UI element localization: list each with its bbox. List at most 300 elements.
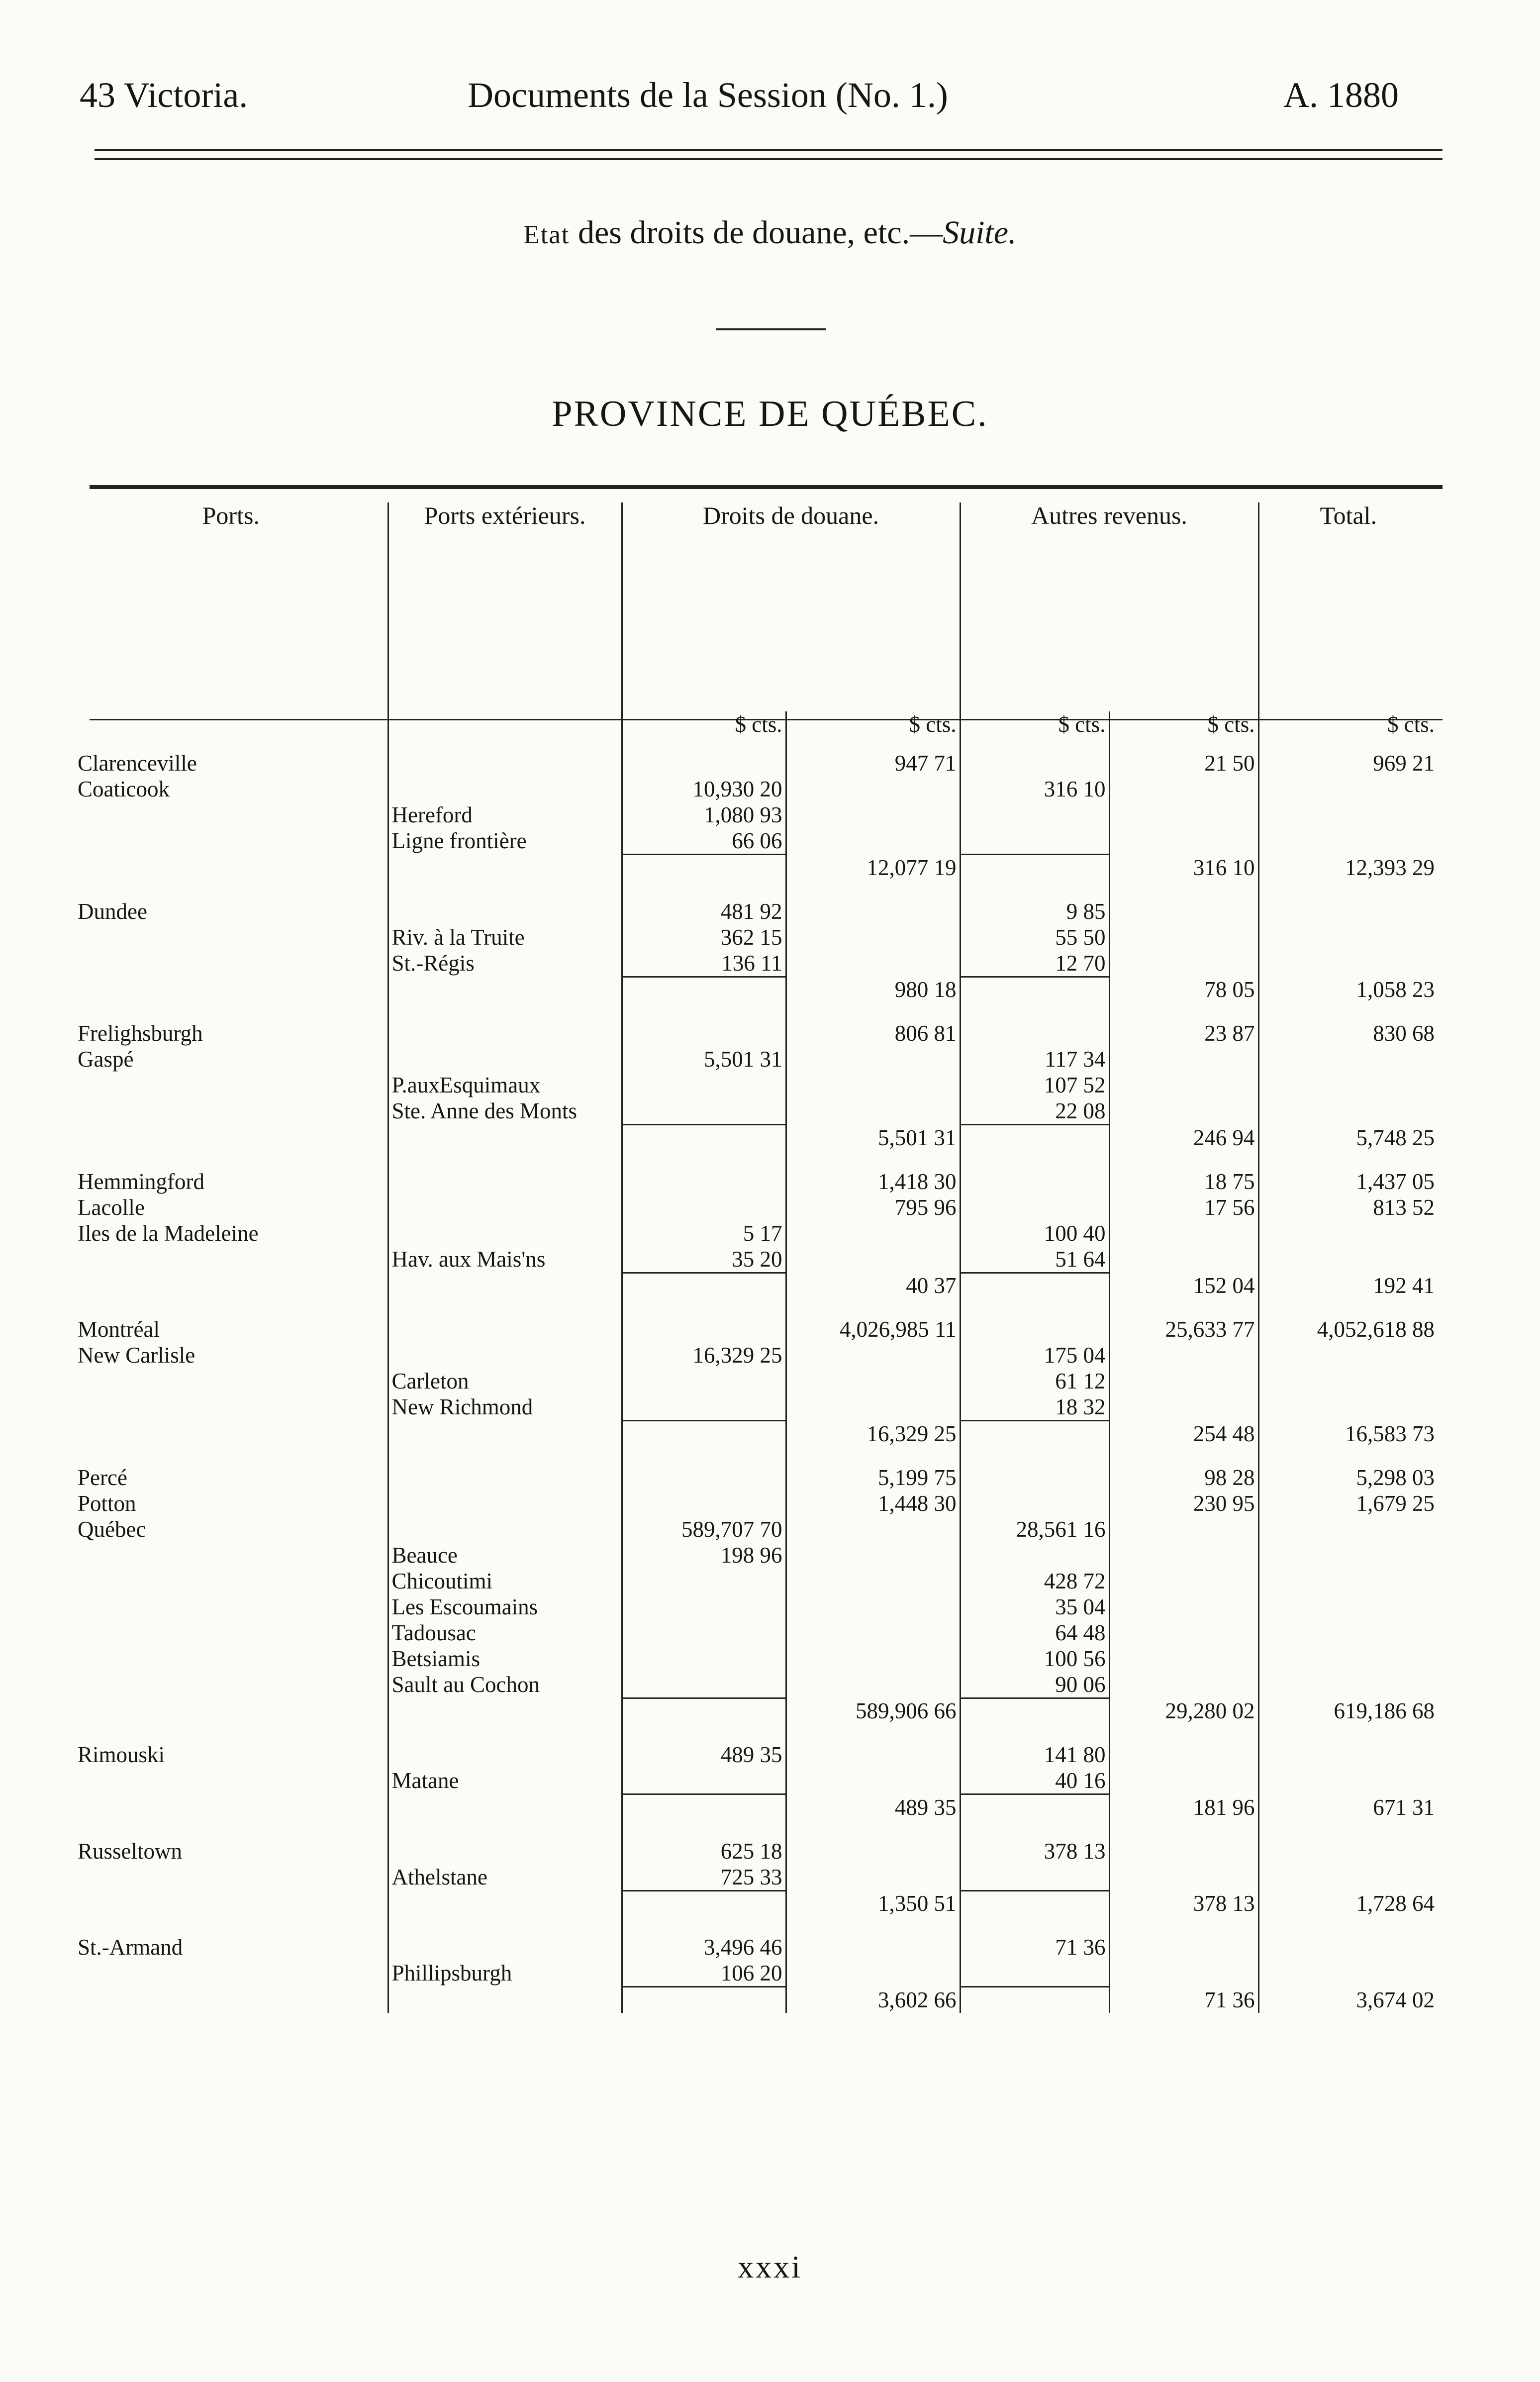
cell-port (75, 1987, 388, 2013)
cell-a2: 316 10 (1109, 855, 1258, 881)
cell-d1: 136 11 (622, 950, 786, 977)
unit-label: $ cts. (1109, 711, 1258, 750)
cell-t (1258, 1046, 1438, 1072)
cell-d2: 1,418 30 (786, 1169, 960, 1194)
cell-a2 (1109, 828, 1258, 855)
title-etat: Etat (523, 220, 570, 249)
cell-d1 (622, 1794, 786, 1820)
cell-d1 (622, 1316, 786, 1342)
cell-port (75, 1368, 388, 1394)
cell-t (1258, 776, 1438, 802)
cell-d2 (786, 1098, 960, 1125)
cell-a2 (1109, 1620, 1258, 1646)
cell-a1: 100 56 (960, 1646, 1109, 1672)
cell-a1 (960, 1890, 1109, 1916)
cell-ext (388, 1465, 622, 1490)
cell-ext (388, 1125, 622, 1151)
table-top-rule (90, 485, 1443, 489)
cell-d2 (786, 1742, 960, 1768)
cell-a1: 55 50 (960, 924, 1109, 950)
cell-ext (388, 1934, 622, 1960)
subtotal-row (75, 1273, 1438, 1298)
cell-d2 (786, 1594, 960, 1620)
cell-t: 1,058 23 (1258, 977, 1438, 1002)
table-row (75, 1342, 1438, 1368)
cell-t: 3,674 02 (1258, 1987, 1438, 2013)
cell-d1 (622, 1672, 786, 1698)
cell-ext: Chicoutimi (388, 1568, 622, 1594)
cell-ext (388, 1194, 622, 1220)
cell-ext: P.auxEsquimaux (388, 1072, 622, 1098)
table-row (75, 924, 1438, 950)
cell-t: 1,728 64 (1258, 1890, 1438, 1916)
cell-a1: 35 04 (960, 1594, 1109, 1620)
cell-d1 (622, 1020, 786, 1046)
cell-port (75, 1646, 388, 1672)
cell-d2: 1,448 30 (786, 1490, 960, 1516)
cell-port: New Carlisle (78, 1343, 195, 1368)
cell-d2 (786, 1220, 960, 1246)
running-head-left: 43 Victoria. (80, 75, 248, 115)
table-row (75, 750, 1438, 776)
cell-d1: 625 18 (622, 1838, 786, 1864)
cell-a2: 246 94 (1109, 1125, 1258, 1151)
cell-t (1258, 1246, 1438, 1273)
cell-a1: 22 08 (960, 1098, 1109, 1125)
table-row (75, 1072, 1438, 1098)
table-row (75, 1394, 1438, 1421)
cell-d2 (786, 1072, 960, 1098)
cell-d2 (786, 1934, 960, 1960)
group-spacer (75, 1724, 1438, 1742)
col-header-droits: Droits de douane. (622, 502, 960, 711)
cell-ext: Carleton (388, 1368, 622, 1394)
cell-t (1258, 1620, 1438, 1646)
cell-t (1258, 950, 1438, 977)
cell-ext: St.-Régis (388, 950, 622, 977)
cell-ext: Les Escoumains (388, 1594, 622, 1620)
cell-a2 (1109, 1394, 1258, 1421)
cell-d2: 980 18 (786, 977, 960, 1002)
cell-a2 (1109, 1368, 1258, 1394)
group-spacer (75, 1447, 1438, 1465)
cell-d1 (622, 1125, 786, 1151)
cell-a2 (1109, 1742, 1258, 1768)
cell-ext: New Richmond (388, 1394, 622, 1421)
table-row (75, 1220, 1438, 1246)
cell-a1: 51 64 (960, 1246, 1109, 1273)
cell-a2 (1109, 776, 1258, 802)
cell-a2 (1109, 898, 1258, 924)
cell-t: 1,437 05 (1258, 1169, 1438, 1194)
cell-a1: 316 10 (960, 776, 1109, 802)
unit-label: $ cts. (1258, 711, 1438, 750)
cell-a1 (960, 750, 1109, 776)
cell-a1 (960, 977, 1109, 1002)
table-row (75, 1542, 1438, 1568)
cell-a1: 428 72 (960, 1568, 1109, 1594)
cell-d2: 12,077 19 (786, 855, 960, 881)
col-header-total: Total. (1258, 502, 1438, 711)
cell-a2: 98 28 (1109, 1465, 1258, 1490)
cell-a1 (960, 1125, 1109, 1151)
cell-a1: 90 06 (960, 1672, 1109, 1698)
cell-t: 12,393 29 (1258, 855, 1438, 881)
cell-d1: 481 92 (622, 898, 786, 924)
running-head-center: Documents de la Session (No. 1.) (468, 75, 948, 115)
cell-ext (388, 1987, 622, 2013)
cell-d2 (786, 950, 960, 977)
group-spacer (75, 1298, 1438, 1316)
cell-a1 (960, 1421, 1109, 1447)
table-row (75, 1768, 1438, 1794)
cell-t (1258, 898, 1438, 924)
cell-port (75, 1698, 388, 1724)
cell-a1 (960, 1960, 1109, 1987)
cell-ext: Matane (388, 1768, 622, 1794)
cell-t (1258, 1672, 1438, 1698)
cell-d1: 16,329 25 (622, 1342, 786, 1368)
cell-d1 (622, 1098, 786, 1125)
cell-port (75, 1568, 388, 1594)
cell-a2: 25,633 77 (1109, 1316, 1258, 1342)
cell-port: Dundee (78, 898, 147, 924)
cell-d2: 5,199 75 (786, 1465, 960, 1490)
group-spacer (75, 1820, 1438, 1838)
group-spacer (75, 1151, 1438, 1169)
cell-port (75, 1620, 388, 1646)
cell-ext (388, 1742, 622, 1768)
cell-d2 (786, 898, 960, 924)
table-row (75, 1620, 1438, 1646)
cell-a1 (960, 1169, 1109, 1194)
cell-a1: 100 40 (960, 1220, 1109, 1246)
table-row (75, 1742, 1438, 1768)
cell-t (1258, 1394, 1438, 1421)
title-text: des droits de douane, etc.— (578, 214, 943, 251)
cell-d2 (786, 1768, 960, 1794)
cell-d1: 1,080 93 (622, 802, 786, 828)
cell-d2 (786, 1646, 960, 1672)
subtotal-row (75, 1125, 1438, 1151)
cell-ext (388, 1273, 622, 1298)
col-header-exterieurs: Ports extérieurs. (388, 502, 622, 711)
cell-t (1258, 1342, 1438, 1368)
cell-port (75, 1394, 388, 1421)
cell-ext (388, 1316, 622, 1342)
cell-a2: 181 96 (1109, 1794, 1258, 1820)
cell-port (75, 1864, 388, 1891)
cell-port (75, 1273, 388, 1298)
cell-a2: 78 05 (1109, 977, 1258, 1002)
subtotal-row (75, 1987, 1438, 2013)
table-row (75, 802, 1438, 828)
cell-a2 (1109, 802, 1258, 828)
cell-d2 (786, 1838, 960, 1864)
cell-ext (388, 1698, 622, 1724)
cell-d1 (622, 1421, 786, 1447)
cell-d1 (622, 1465, 786, 1490)
cell-t (1258, 1742, 1438, 1768)
cell-port (75, 1794, 388, 1820)
cell-t: 5,298 03 (1258, 1465, 1438, 1490)
cell-a2: 378 13 (1109, 1890, 1258, 1916)
table-row (75, 950, 1438, 977)
cell-d2: 40 37 (786, 1273, 960, 1298)
cell-ext (388, 1516, 622, 1542)
cell-d2: 947 71 (786, 750, 960, 776)
cell-d1 (622, 1698, 786, 1724)
cell-a2 (1109, 1838, 1258, 1864)
subtotal-row (75, 1794, 1438, 1820)
cell-a1 (960, 1698, 1109, 1724)
cell-a2 (1109, 1960, 1258, 1987)
cell-a2: 21 50 (1109, 750, 1258, 776)
table-row (75, 1169, 1438, 1194)
cell-a1: 117 34 (960, 1046, 1109, 1072)
cell-d2 (786, 1620, 960, 1646)
cell-ext (388, 776, 622, 802)
cell-port (75, 1125, 388, 1151)
cell-a1 (960, 1273, 1109, 1298)
cell-a1: 12 70 (960, 950, 1109, 977)
cell-ext: Phillipsburgh (388, 1960, 622, 1987)
cell-ext (388, 1421, 622, 1447)
cell-a2 (1109, 1098, 1258, 1125)
cell-t (1258, 1072, 1438, 1098)
cell-d1 (622, 977, 786, 1002)
cell-d1: 10,930 20 (622, 776, 786, 802)
cell-port (75, 977, 388, 1002)
cell-port (75, 1098, 388, 1125)
page-folio: xxxi (738, 2249, 802, 2284)
cell-t: 4,052,618 88 (1258, 1316, 1438, 1342)
cell-d1 (622, 1490, 786, 1516)
table-row (75, 1672, 1438, 1698)
cell-a1 (960, 1020, 1109, 1046)
cell-a1: 9 85 (960, 898, 1109, 924)
cell-t (1258, 802, 1438, 828)
table-row (75, 1368, 1438, 1394)
cell-d1 (622, 750, 786, 776)
table-row (75, 1646, 1438, 1672)
title-separator (716, 328, 826, 330)
cell-a2: 152 04 (1109, 1273, 1258, 1298)
cell-a1: 40 16 (960, 1768, 1109, 1794)
cell-port: Iles de la Madeleine (78, 1220, 259, 1246)
cell-a2 (1109, 1672, 1258, 1698)
cell-ext: Betsiamis (388, 1646, 622, 1672)
cell-port: Clarenceville (78, 751, 197, 776)
table-row (75, 1838, 1438, 1864)
customs-table (75, 502, 1438, 2013)
cell-d2 (786, 802, 960, 828)
cell-a1: 61 12 (960, 1368, 1109, 1394)
cell-ext (388, 1169, 622, 1194)
cell-t (1258, 1516, 1438, 1542)
table-row (75, 1960, 1438, 1987)
cell-port: Lacolle (78, 1194, 145, 1220)
cell-a1 (960, 855, 1109, 881)
cell-port: Rimouski (78, 1742, 165, 1767)
cell-port: Gaspé (78, 1047, 134, 1072)
cell-port (75, 1890, 388, 1916)
cell-a2 (1109, 1072, 1258, 1098)
cell-t (1258, 1098, 1438, 1125)
header-rule-bottom (95, 158, 1443, 160)
cell-a2 (1109, 924, 1258, 950)
cell-d2 (786, 1960, 960, 1987)
cell-d1: 66 06 (622, 828, 786, 855)
cell-port (75, 1246, 388, 1273)
cell-port: Frelighsburgh (78, 1021, 203, 1046)
cell-a1 (960, 1465, 1109, 1490)
table-row (75, 1020, 1438, 1046)
running-head-right: A. 1880 (1283, 75, 1399, 115)
cell-a2: 17 56 (1109, 1194, 1258, 1220)
cell-d1: 489 35 (622, 1742, 786, 1768)
table-row (75, 1568, 1438, 1594)
cell-d1 (622, 1568, 786, 1594)
cell-a2: 18 75 (1109, 1169, 1258, 1194)
table-title (0, 214, 1540, 252)
cell-a2 (1109, 1220, 1258, 1246)
table-row (75, 776, 1438, 802)
cell-d2: 795 96 (786, 1194, 960, 1220)
cell-a2: 71 36 (1109, 1987, 1258, 2013)
title-suite: Suite. (943, 214, 1017, 251)
table-row (75, 1246, 1438, 1273)
cell-a2 (1109, 1934, 1258, 1960)
cell-a2 (1109, 1246, 1258, 1273)
header-rule-top (95, 149, 1443, 151)
cell-ext (388, 1490, 622, 1516)
cell-t: 16,583 73 (1258, 1421, 1438, 1447)
cell-port (75, 1672, 388, 1698)
cell-d2 (786, 1864, 960, 1891)
cell-port (75, 924, 388, 950)
unit-label: $ cts. (786, 711, 960, 750)
cell-a1 (960, 802, 1109, 828)
cell-d1 (622, 1394, 786, 1421)
cell-t: 830 68 (1258, 1020, 1438, 1046)
cell-ext: Ste. Anne des Monts (388, 1098, 622, 1125)
table-row (75, 1864, 1438, 1891)
cell-a2: 23 87 (1109, 1020, 1258, 1046)
cell-a1: 175 04 (960, 1342, 1109, 1368)
cell-d2 (786, 924, 960, 950)
cell-a1 (960, 1987, 1109, 2013)
table-row (75, 1594, 1438, 1620)
cell-port (75, 1072, 388, 1098)
cell-a2 (1109, 1342, 1258, 1368)
cell-d2: 4,026,985 11 (786, 1316, 960, 1342)
cell-a1: 378 13 (960, 1838, 1109, 1864)
subtotal-row (75, 1421, 1438, 1447)
table-row (75, 828, 1438, 855)
cell-a1: 141 80 (960, 1742, 1109, 1768)
cell-d1 (622, 1273, 786, 1298)
subtotal-row (75, 1698, 1438, 1724)
cell-d1 (622, 1620, 786, 1646)
cell-port (75, 1768, 388, 1794)
group-spacer (75, 1916, 1438, 1934)
cell-port (75, 1421, 388, 1447)
cell-d1: 3,496 46 (622, 1934, 786, 1960)
cell-port: Percé (78, 1465, 127, 1490)
cell-port: St.-Armand (78, 1935, 183, 1960)
table-row (75, 1465, 1438, 1490)
cell-t: 813 52 (1258, 1194, 1438, 1220)
cell-ext (388, 977, 622, 1002)
cell-d1 (622, 1768, 786, 1794)
cell-d2 (786, 1342, 960, 1368)
cell-ext (388, 1046, 622, 1072)
table-row (75, 1490, 1438, 1516)
cell-port: Russeltown (78, 1838, 183, 1864)
cell-a2 (1109, 1568, 1258, 1594)
cell-a2: 254 48 (1109, 1421, 1258, 1447)
cell-d1 (622, 1646, 786, 1672)
cell-ext (388, 750, 622, 776)
cell-d1 (622, 1194, 786, 1220)
table-row (75, 1046, 1438, 1072)
cell-t (1258, 1568, 1438, 1594)
cell-d2 (786, 1046, 960, 1072)
cell-port: Québec (78, 1516, 146, 1542)
cell-t: 969 21 (1258, 750, 1438, 776)
cell-a1 (960, 1490, 1109, 1516)
cell-t (1258, 1220, 1438, 1246)
cell-a1: 71 36 (960, 1934, 1109, 1960)
cell-t (1258, 1646, 1438, 1672)
cell-d2 (786, 776, 960, 802)
cell-a1 (960, 1542, 1109, 1568)
cell-port (75, 828, 388, 855)
cell-d2: 5,501 31 (786, 1125, 960, 1151)
cell-ext: Athelstane (388, 1864, 622, 1891)
cell-ext (388, 1794, 622, 1820)
cell-ext (388, 1220, 622, 1246)
cell-ext: Hav. aux Mais'ns (388, 1246, 622, 1273)
cell-d1: 5,501 31 (622, 1046, 786, 1072)
cell-d2 (786, 828, 960, 855)
cell-a1 (960, 1194, 1109, 1220)
cell-port: Potton (78, 1490, 136, 1516)
cell-a1: 28,561 16 (960, 1516, 1109, 1542)
table-row (75, 1516, 1438, 1542)
cell-port (75, 802, 388, 828)
cell-d2: 1,350 51 (786, 1890, 960, 1916)
table-row (75, 1194, 1438, 1220)
cell-ext: Riv. à la Truite (388, 924, 622, 950)
cell-d2 (786, 1672, 960, 1698)
cell-t (1258, 1864, 1438, 1891)
cell-ext: Beauce (388, 1542, 622, 1568)
cell-d2 (786, 1568, 960, 1594)
col-header-autres: Autres revenus. (960, 502, 1258, 711)
cell-t (1258, 1594, 1438, 1620)
cell-ext (388, 1020, 622, 1046)
table-row (75, 1934, 1438, 1960)
unit-label: $ cts. (960, 711, 1109, 750)
cell-ext (388, 855, 622, 881)
cell-a1 (960, 828, 1109, 855)
cell-t (1258, 828, 1438, 855)
cell-t: 671 31 (1258, 1794, 1438, 1820)
cell-t (1258, 924, 1438, 950)
cell-d1: 5 17 (622, 1220, 786, 1246)
